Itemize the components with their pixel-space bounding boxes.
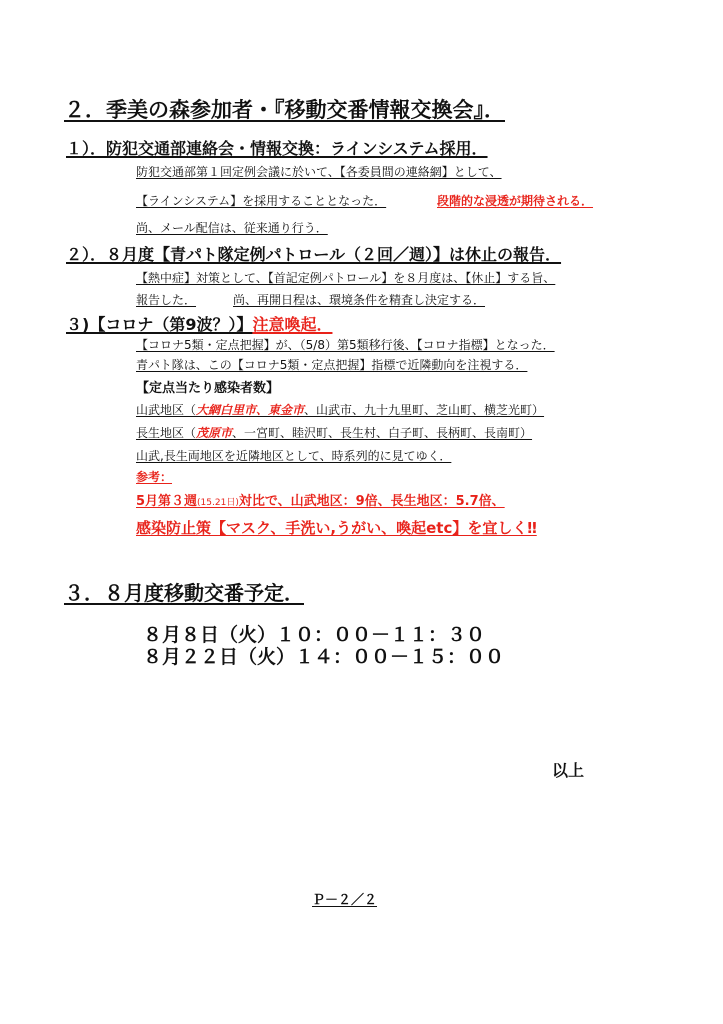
chosei-highlight: 茂原市: [196, 426, 233, 440]
subsection-1-note: 段階的な浸透が期待される．: [437, 194, 594, 208]
sanbu-district-line: [136, 401, 544, 418]
subsection-3-heading-text: ３)【コロナ（第9波？）】: [66, 315, 253, 334]
reference-comparison: 対比で、山武地区：9倍、長生地区：5.7倍、: [238, 494, 505, 509]
reference-dates: (15.21日): [197, 498, 239, 508]
subsection-3-line-3: 【定点当たり感染者数】: [136, 381, 280, 396]
schedule-item-2: ８月２２日（火）１４：００－１５：００: [143, 646, 505, 668]
chosei-district-line: [136, 424, 532, 441]
chosei-suffix: 、一宮町、睦沢町、長生村、白子町、長柄町、長南町）: [232, 426, 533, 440]
subsection-1-line-2: 【ラインシステム】を採用することとなった．: [136, 194, 387, 208]
subsection-3-heading-alert: 注意喚起．: [252, 315, 333, 334]
subsection-2-line-2b: 尚、再開日程は、環境条件を精査し決定する．: [233, 293, 486, 307]
prevention-message: 感染防止策【マスク、手洗い,うがい、喚起etc】を宜しく‼: [136, 519, 537, 537]
section-3-title: ３．８月度移動交番予定．: [64, 581, 304, 605]
chosei-prefix: 長生地区（: [136, 426, 197, 440]
subsection-2-line-2a: 報告した．: [136, 293, 197, 307]
reference-line: [136, 490, 505, 509]
subsection-3-heading: [66, 312, 332, 335]
sanbu-suffix: 、山武市、九十九里町、芝山町、横芝光町）: [304, 403, 545, 417]
subsection-3-line-1: 【コロナ5類・定点把握】が、（5/8）第5類移行後、【コロナ指標】となった．: [136, 338, 555, 352]
subsection-1-line-3: 尚、メール配信は、従来通り行う．: [136, 221, 328, 235]
section-2-title: ２．季美の森参加者・『移動交番情報交換会』．: [64, 98, 505, 122]
reference-week: 5月第３週: [136, 494, 198, 509]
closing-text: 以上: [552, 761, 585, 780]
schedule-item-1: ８月８日（火）１０：００－１１：３０: [143, 624, 486, 646]
subsection-1-heading: １）．防犯交通部連絡会・情報交換：ラインシステム採用．: [66, 139, 488, 158]
subsection-2-line-1: 【熱中症】対策として、【首記定例パトロール】を８月度は、【休止】する旨、: [136, 271, 556, 285]
reference-label: 参考：: [136, 470, 173, 484]
subsection-3-line-6: 山武,長生両地区を近隣地区として、時系列的に見てゆく．: [136, 449, 452, 463]
sanbu-prefix: 山武地区（: [136, 403, 197, 417]
sanbu-highlight: 大網白里市、東金市: [196, 403, 305, 417]
page-number: Ｐ－２／２: [312, 893, 378, 908]
subsection-1-line-1: 防犯交通部第１回定例会議に於いて、【各委員間の連絡網】として、: [136, 165, 502, 179]
subsection-2-heading: ２）．８月度【青パト隊定例パトロール（２回／週）】は休止の報告．: [66, 245, 562, 264]
subsection-3-line-2: 青パト隊は、この【コロナ5類・定点把握】指標で近隣動向を注視する．: [136, 358, 528, 372]
